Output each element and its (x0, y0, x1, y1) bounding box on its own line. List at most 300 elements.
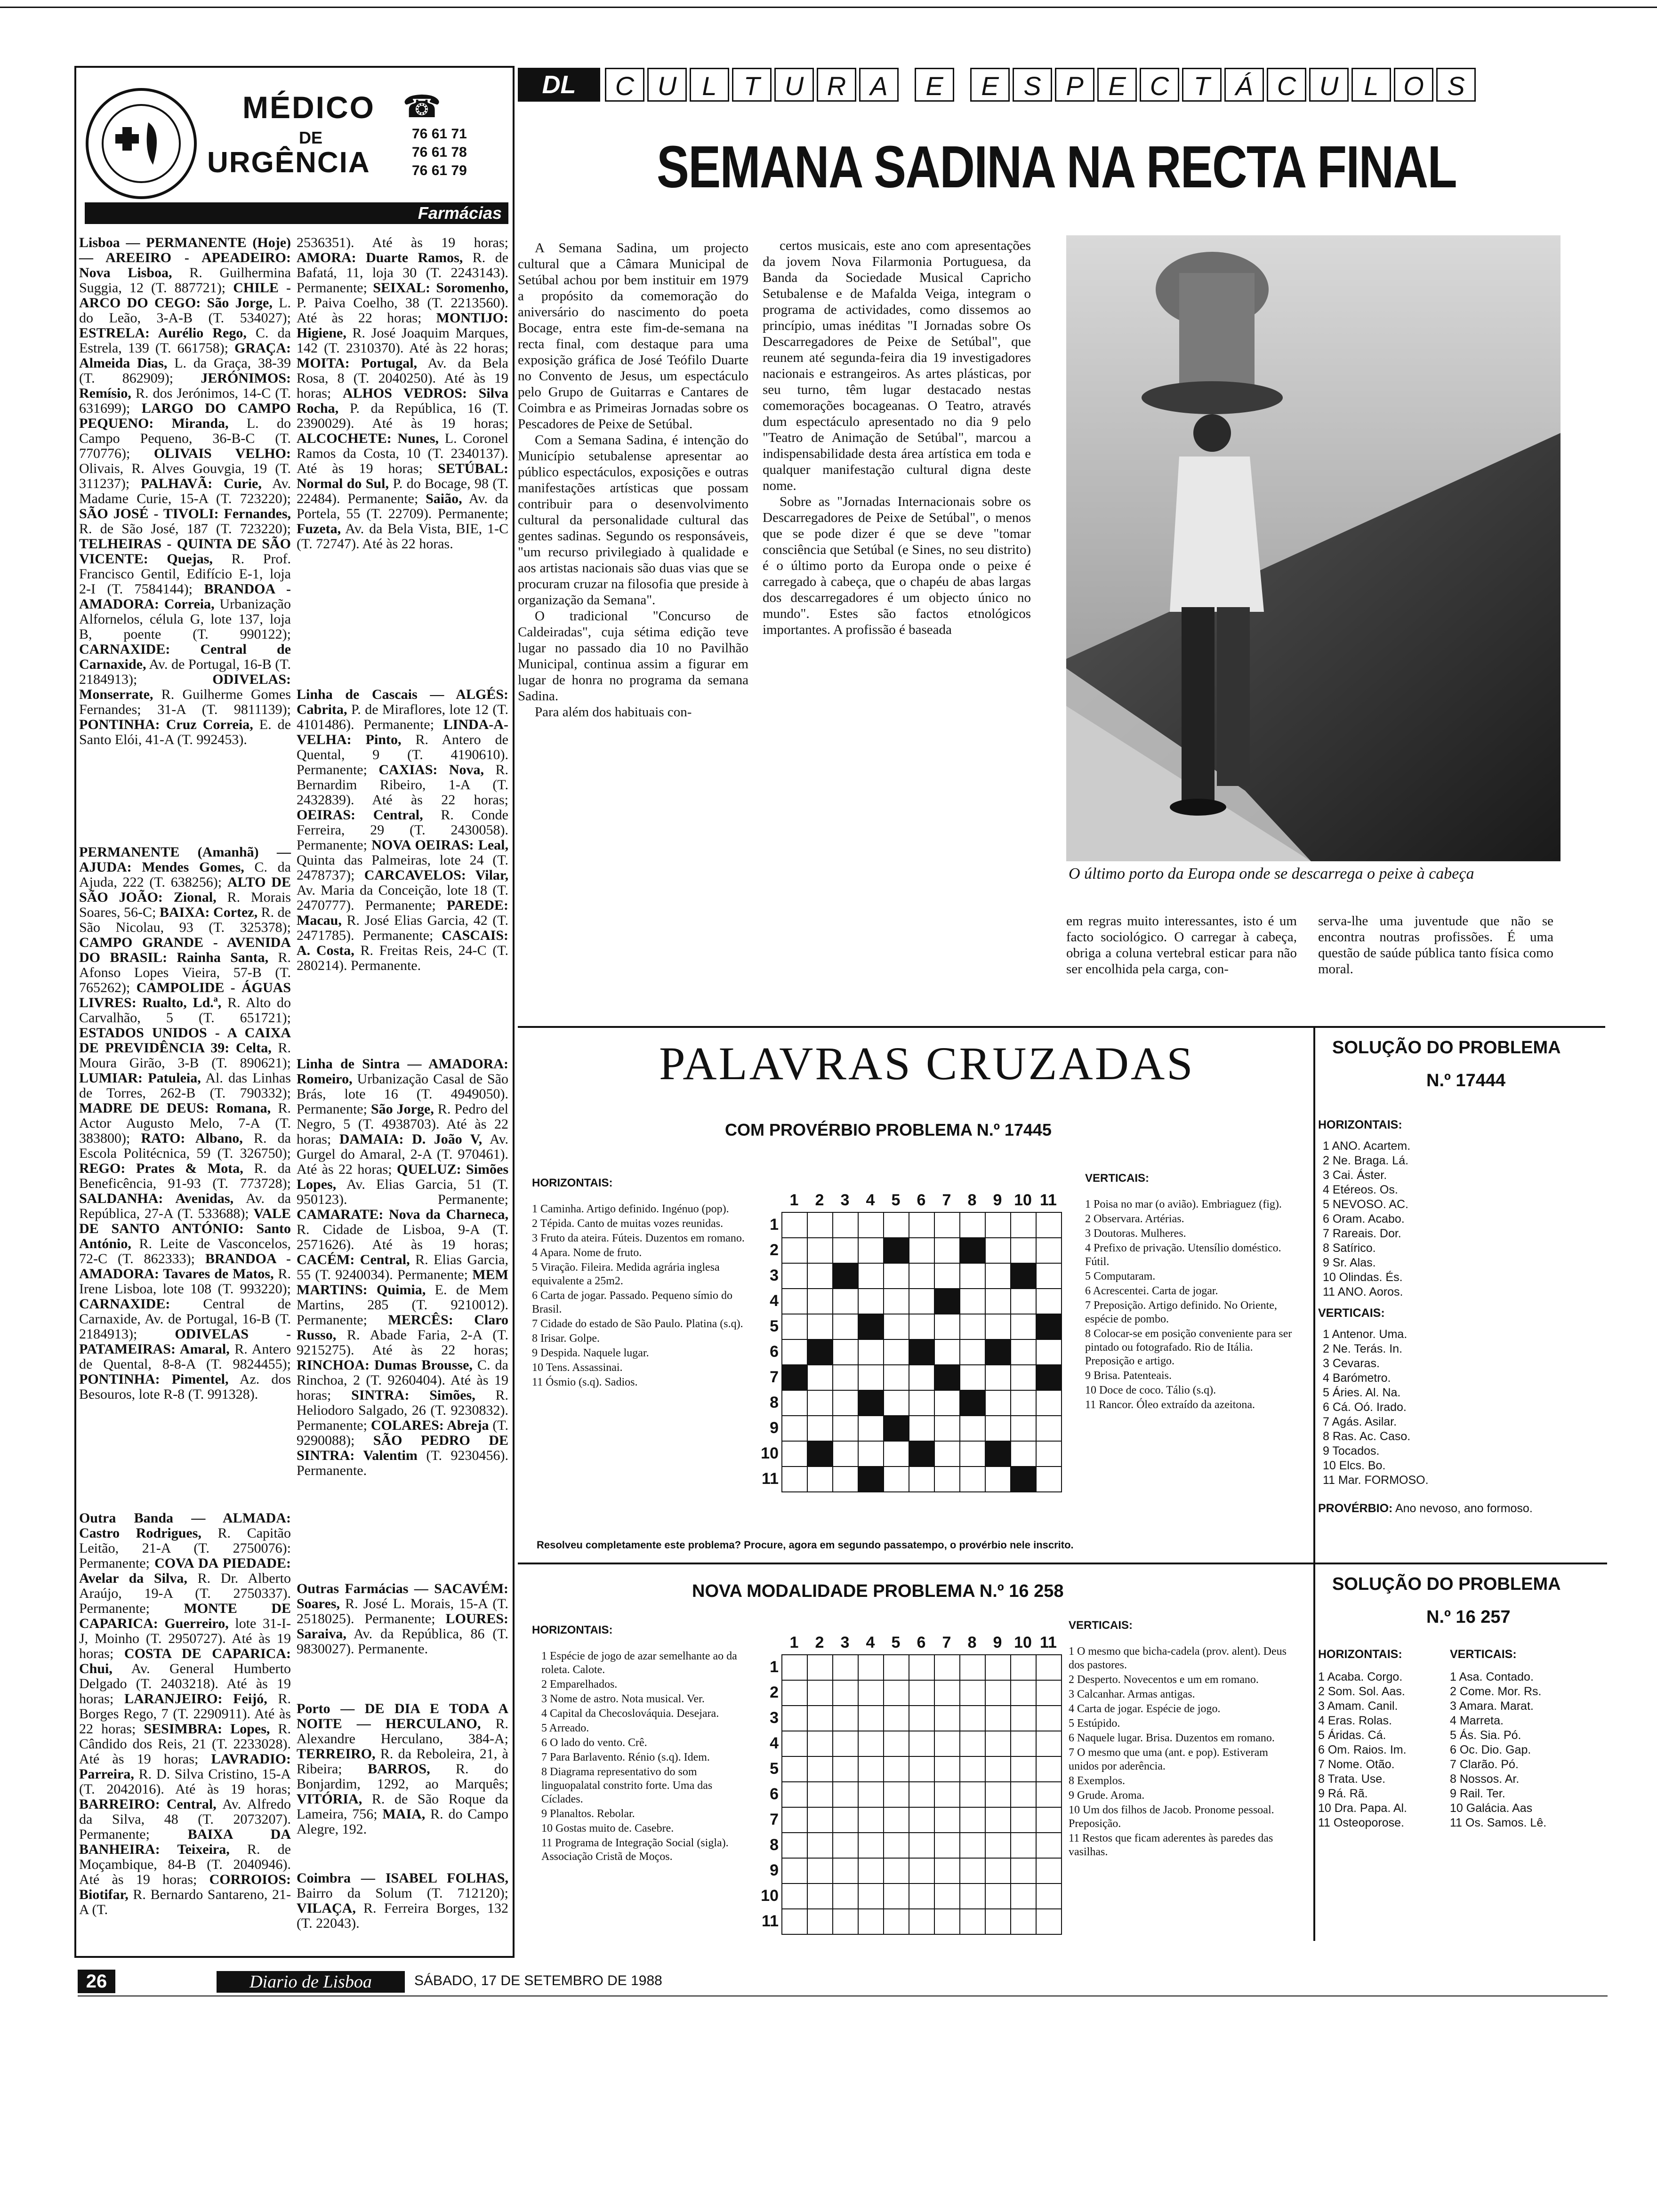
grid-cell[interactable] (807, 1314, 833, 1340)
grid-cell[interactable] (985, 1212, 1011, 1238)
grid-col-number: 10 (1014, 1634, 1032, 1651)
grid-cell[interactable] (909, 1441, 935, 1467)
grid-cell[interactable] (832, 1288, 859, 1314)
grid-cell[interactable] (781, 1339, 808, 1365)
grid-cell[interactable] (934, 1756, 960, 1782)
grid-cell[interactable] (883, 1237, 909, 1264)
clue-item: 6 Carta de jogar. Passado. Pequeno símio do Brasil. (532, 1290, 732, 1315)
grid-cell[interactable] (959, 1908, 986, 1935)
grid-cell[interactable] (858, 1466, 884, 1492)
grid-cell[interactable] (985, 1680, 1011, 1706)
grid-cell[interactable] (1036, 1314, 1062, 1340)
grid-cell[interactable] (1036, 1364, 1062, 1391)
grid-cell[interactable] (1036, 1654, 1062, 1681)
grid-cell[interactable] (858, 1339, 884, 1365)
grid-cell[interactable] (959, 1705, 986, 1731)
grid-cell[interactable] (1010, 1339, 1037, 1365)
grid-cell[interactable] (883, 1908, 909, 1935)
grid-cell[interactable] (959, 1288, 986, 1314)
grid-cell[interactable] (1010, 1680, 1037, 1706)
grid-cell[interactable] (858, 1705, 884, 1731)
grid-cell[interactable] (934, 1415, 960, 1442)
grid-cell[interactable] (1010, 1441, 1037, 1467)
grid-cell[interactable] (883, 1832, 909, 1859)
grid-cell[interactable] (985, 1390, 1011, 1416)
clue-item: 3 Calcanhar. Armas antigas. (1069, 1688, 1195, 1700)
grid-cell[interactable] (985, 1339, 1011, 1365)
grid-cell[interactable] (883, 1441, 909, 1467)
grid-cell[interactable] (959, 1237, 986, 1264)
solution1-h-label: HORIZONTAIS: (1318, 1118, 1402, 1131)
grid-cell[interactable] (832, 1237, 859, 1264)
grid-cell[interactable] (781, 1654, 808, 1681)
grid-cell[interactable] (832, 1908, 859, 1935)
grid-cell[interactable] (832, 1807, 859, 1833)
grid-cell[interactable] (934, 1858, 960, 1884)
grid-cell[interactable] (807, 1212, 833, 1238)
grid-cell[interactable] (934, 1441, 960, 1467)
grid-cell[interactable] (807, 1466, 833, 1492)
article-photo (1066, 235, 1560, 861)
grid-cell[interactable] (883, 1314, 909, 1340)
grid-cell[interactable] (781, 1263, 808, 1289)
grid-cell[interactable] (858, 1883, 884, 1909)
grid-cell[interactable] (1036, 1263, 1062, 1289)
grid-cell[interactable] (883, 1731, 909, 1757)
grid-cell[interactable] (934, 1654, 960, 1681)
grid-cell[interactable] (883, 1654, 909, 1681)
grid-cell[interactable] (781, 1832, 808, 1859)
clue-item: 2 Desperto. Novecentos e um em romano. (1069, 1674, 1259, 1686)
section-letter: L (1351, 68, 1391, 102)
grid-cell[interactable] (781, 1441, 808, 1467)
grid-cell[interactable] (807, 1731, 833, 1757)
solution2-h-label: HORIZONTAIS: (1318, 1648, 1402, 1661)
grid-cell[interactable] (781, 1858, 808, 1884)
crossword2-h-label: HORIZONTAIS: (532, 1624, 613, 1636)
grid-cell[interactable] (1036, 1680, 1062, 1706)
grid-cell[interactable] (781, 1415, 808, 1442)
grid-cell[interactable] (985, 1731, 1011, 1757)
grid-cell[interactable] (883, 1212, 909, 1238)
grid-cell[interactable] (985, 1705, 1011, 1731)
grid-cell[interactable] (934, 1781, 960, 1808)
grid-cell[interactable] (858, 1781, 884, 1808)
grid-cell[interactable] (934, 1807, 960, 1833)
grid-cell[interactable] (883, 1807, 909, 1833)
grid-cell[interactable] (883, 1705, 909, 1731)
grid-cell[interactable] (832, 1781, 859, 1808)
grid-cell[interactable] (959, 1466, 986, 1492)
grid-cell[interactable] (1010, 1832, 1037, 1859)
grid-cell[interactable] (832, 1212, 859, 1238)
grid-cell[interactable] (1036, 1883, 1062, 1909)
grid-cell[interactable] (807, 1781, 833, 1808)
grid-row-number: 9 (770, 1419, 779, 1437)
grid-cell[interactable] (883, 1680, 909, 1706)
grid-cell[interactable] (934, 1466, 960, 1492)
grid-cell[interactable] (858, 1263, 884, 1289)
grid-cell[interactable] (934, 1339, 960, 1365)
grid-cell[interactable] (934, 1832, 960, 1859)
clue-item: 7 Cidade do estado de São Paulo. Platina (s.q). (532, 1318, 743, 1330)
grid-cell[interactable] (858, 1364, 884, 1391)
grid-cell[interactable] (1036, 1288, 1062, 1314)
grid-cell[interactable] (1010, 1364, 1037, 1391)
grid-col-number: 5 (891, 1634, 901, 1651)
grid-cell[interactable] (909, 1756, 935, 1782)
grid-cell[interactable] (781, 1908, 808, 1935)
grid-cell[interactable] (959, 1415, 986, 1442)
grid-cell[interactable] (1010, 1237, 1037, 1264)
grid-cell[interactable] (959, 1781, 986, 1808)
grid-cell[interactable] (781, 1756, 808, 1782)
clue-item: 1 O mesmo que bicha-cadela (prov. alent). Deus dos pastores. (1069, 1645, 1287, 1671)
grid-cell[interactable] (985, 1263, 1011, 1289)
grid-cell[interactable] (832, 1466, 859, 1492)
grid-cell[interactable] (1010, 1858, 1037, 1884)
grid-cell[interactable] (909, 1705, 935, 1731)
grid-cell[interactable] (832, 1415, 859, 1442)
grid-cell[interactable] (807, 1858, 833, 1884)
grid-cell[interactable] (883, 1883, 909, 1909)
grid-cell[interactable] (781, 1212, 808, 1238)
grid-cell[interactable] (883, 1466, 909, 1492)
grid-cell[interactable] (1036, 1908, 1062, 1935)
grid-cell[interactable] (781, 1705, 808, 1731)
grid-cell[interactable] (858, 1807, 884, 1833)
grid-cell[interactable] (807, 1705, 833, 1731)
grid-cell[interactable] (959, 1364, 986, 1391)
phone-number-2: 76 61 78 (412, 144, 467, 160)
grid-cell[interactable] (1036, 1390, 1062, 1416)
grid-cell[interactable] (934, 1705, 960, 1731)
grid-cell[interactable] (883, 1781, 909, 1808)
grid-cell[interactable] (959, 1680, 986, 1706)
grid-cell[interactable] (858, 1756, 884, 1782)
grid-cell[interactable] (909, 1390, 935, 1416)
grid-cell[interactable] (1010, 1883, 1037, 1909)
grid-cell[interactable] (909, 1466, 935, 1492)
grid-cell[interactable] (985, 1314, 1011, 1340)
grid-cell[interactable] (1010, 1908, 1037, 1935)
grid-cell[interactable] (909, 1731, 935, 1757)
clue-item: 4 Prefixo de privação. Utensílio doméstico. Fútil. (1085, 1242, 1281, 1268)
grid-cell[interactable] (1036, 1212, 1062, 1238)
grid-cell[interactable] (1036, 1237, 1062, 1264)
grid-col-number: 2 (815, 1191, 824, 1209)
grid-cell[interactable] (1010, 1705, 1037, 1731)
grid-cell[interactable] (832, 1654, 859, 1681)
grid-cell[interactable] (832, 1339, 859, 1365)
grid-cell[interactable] (959, 1832, 986, 1859)
grid-cell[interactable] (858, 1237, 884, 1264)
grid-cell[interactable] (909, 1807, 935, 1833)
grid-cell[interactable] (1036, 1466, 1062, 1492)
grid-cell[interactable] (807, 1415, 833, 1442)
grid-cell[interactable] (781, 1781, 808, 1808)
grid-cell[interactable] (909, 1415, 935, 1442)
grid-cell[interactable] (1036, 1858, 1062, 1884)
grid-cell[interactable] (858, 1390, 884, 1416)
grid-cell[interactable] (959, 1263, 986, 1289)
grid-cell[interactable] (1036, 1441, 1062, 1467)
grid-cell[interactable] (909, 1654, 935, 1681)
grid-cell[interactable] (909, 1908, 935, 1935)
grid-cell[interactable] (807, 1339, 833, 1365)
grid-row-number: 10 (761, 1887, 779, 1905)
grid-cell[interactable] (1010, 1731, 1037, 1757)
grid-cell[interactable] (781, 1807, 808, 1833)
grid-cell[interactable] (883, 1415, 909, 1442)
crossword1-grid[interactable] (761, 1191, 1061, 1491)
grid-cell[interactable] (934, 1390, 960, 1416)
grid-cell[interactable] (934, 1263, 960, 1289)
grid-cell[interactable] (1010, 1781, 1037, 1808)
grid-cell[interactable] (934, 1288, 960, 1314)
grid-cell[interactable] (781, 1390, 808, 1416)
solution-item: 1 ANO. Acartem. (1323, 1139, 1411, 1153)
grid-cell[interactable] (807, 1364, 833, 1391)
grid-cell[interactable] (781, 1237, 808, 1264)
article-col2 (763, 238, 1031, 638)
grid-cell[interactable] (807, 1288, 833, 1314)
grid-cell[interactable] (858, 1731, 884, 1757)
grid-cell[interactable] (1010, 1390, 1037, 1416)
farmacias-label: Farmácias (418, 203, 502, 223)
grid-cell[interactable] (807, 1807, 833, 1833)
grid-cell[interactable] (883, 1288, 909, 1314)
grid-row-number: 8 (770, 1394, 779, 1411)
grid-cell[interactable] (1010, 1288, 1037, 1314)
article-paragraph: Com a Semana Sadina, é intenção do Município setubalense apresentar ao público espectáculos, exposições e outras manifestações artísticas que possam contribuir para o desenvolvimento cultural da personalidade cultural das gentes sadinas. Segundo os responsáveis, "um recurso privilegiado à qualidade e aos artistas nacionais são duas vias que se procuram cruzar na filosofia que preside à organização da Semana". (518, 433, 748, 608)
grid-cell[interactable] (1010, 1466, 1037, 1492)
grid-cell[interactable] (985, 1832, 1011, 1859)
section-letter: O (1394, 68, 1433, 102)
grid-cell[interactable] (909, 1314, 935, 1340)
grid-cell[interactable] (832, 1263, 859, 1289)
grid-col-number: 6 (917, 1191, 926, 1209)
grid-cell[interactable] (934, 1364, 960, 1391)
grid-cell[interactable] (807, 1756, 833, 1782)
grid-cell[interactable] (832, 1364, 859, 1391)
grid-cell[interactable] (934, 1237, 960, 1264)
grid-cell[interactable] (909, 1237, 935, 1264)
grid-cell[interactable] (858, 1654, 884, 1681)
article-col3: em regras muito interessantes, isto é um facto sociológico. O carregar à cabeça, obriga a coluna vertebral esticar para não ser encolhida pela carga, con- (1066, 914, 1297, 977)
grid-cell[interactable] (858, 1288, 884, 1314)
grid-cell[interactable] (832, 1390, 859, 1416)
grid-cell[interactable] (909, 1364, 935, 1391)
section-letter: C (1267, 68, 1306, 102)
grid-cell[interactable] (1036, 1781, 1062, 1808)
grid-cell[interactable] (1036, 1807, 1062, 1833)
solution-item: 2 Ne. Braga. Lá. (1323, 1154, 1409, 1167)
grid-cell[interactable] (832, 1858, 859, 1884)
grid-row-number: 11 (762, 1470, 779, 1488)
grid-cell[interactable] (807, 1654, 833, 1681)
grid-cell[interactable] (934, 1908, 960, 1935)
grid-cell[interactable] (909, 1288, 935, 1314)
solution-item: 8 Trata. Use. (1318, 1772, 1386, 1786)
grid-cell[interactable] (807, 1832, 833, 1859)
grid-cell[interactable] (959, 1390, 986, 1416)
grid-cell[interactable] (959, 1441, 986, 1467)
grid-cell[interactable] (985, 1415, 1011, 1442)
grid-col-number: 7 (942, 1191, 951, 1209)
grid-cell[interactable] (959, 1883, 986, 1909)
grid-cell[interactable] (781, 1731, 808, 1757)
grid-cell[interactable] (985, 1466, 1011, 1492)
grid-cell[interactable] (985, 1364, 1011, 1391)
grid-cell[interactable] (959, 1807, 986, 1833)
grid-col-number: 9 (993, 1191, 1002, 1209)
solution1-proverb (1318, 1501, 1582, 1516)
grid-cell[interactable] (1010, 1415, 1037, 1442)
grid-cell[interactable] (883, 1339, 909, 1365)
grid-cell[interactable] (909, 1883, 935, 1909)
grid-cell[interactable] (959, 1339, 986, 1365)
grid-cell[interactable] (985, 1883, 1011, 1909)
grid-cell[interactable] (934, 1212, 960, 1238)
grid-cell[interactable] (807, 1883, 833, 1909)
grid-cell[interactable] (858, 1832, 884, 1859)
grid-cell[interactable] (883, 1756, 909, 1782)
grid-cell[interactable] (883, 1364, 909, 1391)
solution1-number: N.º 17444 (1426, 1071, 1506, 1090)
grid-cell[interactable] (1036, 1339, 1062, 1365)
solution-item: 9 Rail. Ter. (1450, 1787, 1505, 1800)
solution-item: 9 Tocados. (1323, 1444, 1380, 1458)
grid-cell[interactable] (832, 1832, 859, 1859)
grid-cell[interactable] (909, 1212, 935, 1238)
grid-cell[interactable] (1010, 1654, 1037, 1681)
grid-cell[interactable] (781, 1288, 808, 1314)
grid-cell[interactable] (858, 1680, 884, 1706)
grid-cell[interactable] (934, 1680, 960, 1706)
grid-cell[interactable] (883, 1858, 909, 1884)
clue-item: 10 Tens. Assassinai. (532, 1362, 623, 1374)
crossword2-grid[interactable] (761, 1634, 1061, 1934)
grid-col-number: 1 (789, 1191, 799, 1209)
grid-cell[interactable] (959, 1756, 986, 1782)
grid-cell[interactable] (934, 1731, 960, 1757)
grid-cell[interactable] (781, 1680, 808, 1706)
grid-cell[interactable] (832, 1883, 859, 1909)
grid-cell[interactable] (1010, 1756, 1037, 1782)
clue-item: 2 Tépida. Canto de muitas vozes reunidas. (532, 1218, 724, 1230)
grid-cell[interactable] (858, 1908, 884, 1935)
grid-cell[interactable] (1036, 1415, 1062, 1442)
grid-cell[interactable] (1036, 1832, 1062, 1859)
grid-cell[interactable] (959, 1731, 986, 1757)
grid-cell[interactable] (781, 1364, 808, 1391)
grid-cell[interactable] (959, 1314, 986, 1340)
grid-cell[interactable] (959, 1212, 986, 1238)
grid-row-number: 8 (770, 1836, 779, 1854)
grid-cell[interactable] (934, 1883, 960, 1909)
grid-cell[interactable] (858, 1415, 884, 1442)
grid-cell[interactable] (807, 1908, 833, 1935)
grid-col-number: 5 (891, 1191, 901, 1209)
grid-cell[interactable] (1010, 1807, 1037, 1833)
grid-cell[interactable] (909, 1781, 935, 1808)
phone-icon: ☎ (402, 90, 442, 124)
clue-item: 11 Ósmio (s.q). Sadios. (532, 1376, 638, 1388)
crossword1-horizontals (532, 1202, 748, 1390)
grid-cell[interactable] (883, 1263, 909, 1289)
grid-cell[interactable] (807, 1237, 833, 1264)
clue-item: 11 Programa de Integração Social (sigla). Associação Cristã de Moços. (541, 1837, 729, 1863)
grid-cell[interactable] (832, 1731, 859, 1757)
crossword1-h-label: HORIZONTAIS: (532, 1177, 613, 1189)
grid-cell[interactable] (807, 1390, 833, 1416)
solution-item: 6 Cá. Oó. Irado. (1323, 1401, 1407, 1414)
grid-cell[interactable] (807, 1263, 833, 1289)
solution-item: 5 NEVOSO. AC. (1323, 1198, 1409, 1211)
grid-cell[interactable] (985, 1288, 1011, 1314)
grid-cell[interactable] (985, 1807, 1011, 1833)
medico-de: DE (299, 128, 323, 147)
grid-cell[interactable] (985, 1781, 1011, 1808)
grid-cell[interactable] (858, 1858, 884, 1884)
clue-item: 10 Gostas muito de. Casebre. (541, 1822, 674, 1835)
grid-cell[interactable] (909, 1680, 935, 1706)
grid-cell[interactable] (934, 1314, 960, 1340)
grid-cell[interactable] (883, 1390, 909, 1416)
grid-cell[interactable] (832, 1441, 859, 1467)
grid-cell[interactable] (781, 1314, 808, 1340)
grid-cell[interactable] (959, 1654, 986, 1681)
grid-cell[interactable] (1010, 1212, 1037, 1238)
grid-cell[interactable] (909, 1832, 935, 1859)
grid-cell[interactable] (1036, 1731, 1062, 1757)
grid-cell[interactable] (909, 1339, 935, 1365)
solution-item: 8 Satírico. (1323, 1242, 1376, 1255)
grid-cell[interactable] (781, 1883, 808, 1909)
grid-cell[interactable] (909, 1263, 935, 1289)
crossword2-v-label: VERTICAIS: (1069, 1619, 1133, 1632)
grid-cell[interactable] (1036, 1705, 1062, 1731)
grid-cell[interactable] (985, 1756, 1011, 1782)
grid-cell[interactable] (832, 1680, 859, 1706)
grid-cell[interactable] (858, 1314, 884, 1340)
grid-cell[interactable] (781, 1466, 808, 1492)
grid-cell[interactable] (985, 1237, 1011, 1264)
grid-cell[interactable] (1010, 1263, 1037, 1289)
section-letter: C (1140, 68, 1179, 102)
clue-item: 8 Diagrama representativo do som linguopalatal constrito forte. Uma das Cíclades. (541, 1766, 713, 1805)
grid-cell[interactable] (1010, 1314, 1037, 1340)
grid-cell[interactable] (858, 1212, 884, 1238)
article-paragraph: O tradicional "Concurso de Caldeiradas", cuja sétima edição teve lugar no passado dia 10 no Pavilhão Municipal, continua assim a figurar em lugar de honra no programa da semana Sadina. (518, 609, 748, 704)
grid-cell[interactable] (909, 1858, 935, 1884)
article-col1 (518, 240, 748, 720)
grid-cell[interactable] (832, 1705, 859, 1731)
grid-cell[interactable] (1036, 1756, 1062, 1782)
grid-cell[interactable] (832, 1756, 859, 1782)
grid-cell[interactable] (832, 1314, 859, 1340)
grid-cell[interactable] (858, 1441, 884, 1467)
grid-cell[interactable] (959, 1858, 986, 1884)
grid-cell[interactable] (985, 1654, 1011, 1681)
grid-cell[interactable] (985, 1441, 1011, 1467)
grid-cell[interactable] (807, 1441, 833, 1467)
grid-cell[interactable] (807, 1680, 833, 1706)
crossword1-footer: Resolveu completamente este problema? Procure, agora em segundo passatempo, o provérbio nele inscrito. (537, 1539, 1074, 1551)
grid-cell[interactable] (985, 1908, 1011, 1935)
grid-cell[interactable] (985, 1858, 1011, 1884)
